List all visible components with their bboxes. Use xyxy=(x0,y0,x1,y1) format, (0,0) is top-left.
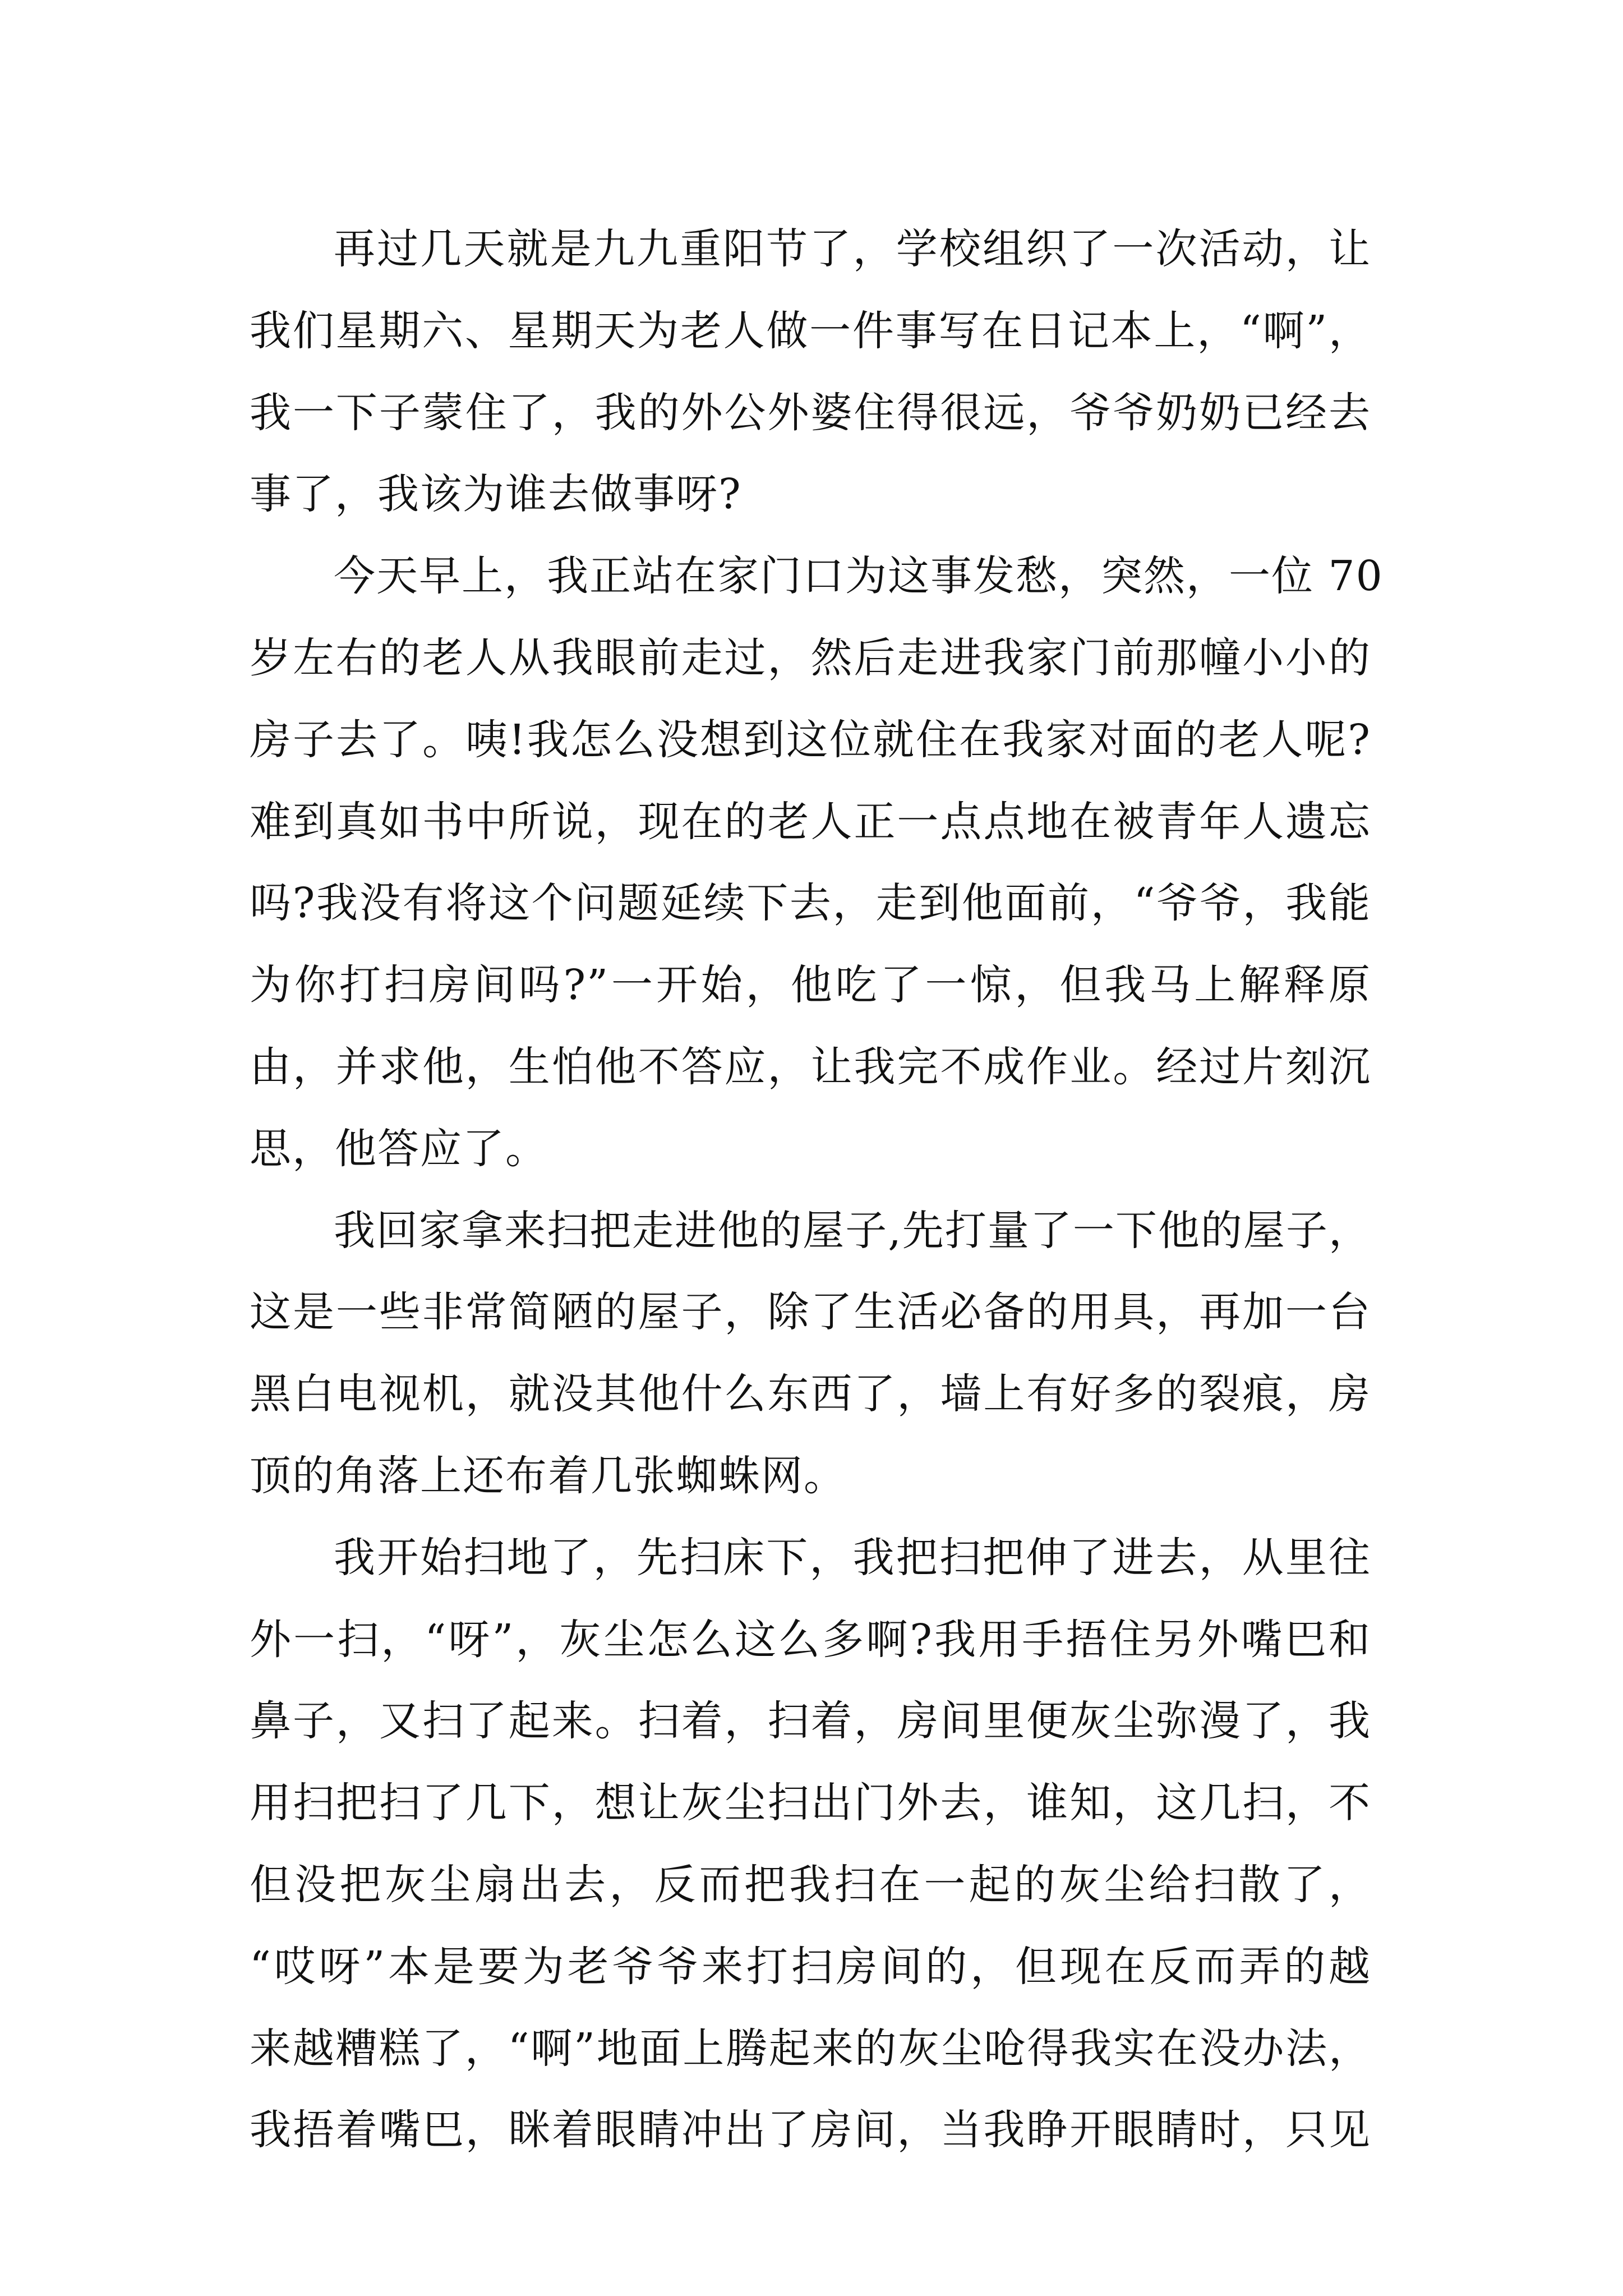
paragraph-2-line-4: 难到真如书中所说，现在的老人正一点点地在被青年人遗忘 xyxy=(250,797,1371,846)
paragraph-2-line-1: 今天早上，我正站在家门口为这事发愁，突然，一位 70 xyxy=(334,552,1384,601)
paragraph-2-line-3: 房子去了。咦!我怎么没想到这位就住在我家对面的老人呢? xyxy=(250,715,1371,764)
essay-body xyxy=(250,209,1384,2171)
paragraph-4-line-1: 我开始扫地了，先扫床下，我把扫把伸了进去，从里往 xyxy=(334,1533,1371,1582)
paragraph-4-line-7: 来越糟糕了，“啊”地面上腾起来的灰尘呛得我实在没办法， xyxy=(250,2024,1371,2073)
paragraph-4-line-6: “哎呀”本是要为老爷爷来打扫房间的，但现在反而弄的越 xyxy=(250,1942,1371,1991)
paragraph-4-line-2: 外一扫，“呀”，灰尘怎么这么多啊?我用手捂住另外嘴巴和 xyxy=(250,1615,1371,1664)
paragraph-2-line-8: 思，他答应了。 xyxy=(250,1124,548,1173)
paragraph-1-line-3: 我一下子蒙住了，我的外公外婆住得很远，爷爷奶奶已经去 xyxy=(250,388,1371,437)
paragraph-1-line-2: 我们星期六、星期天为老人做一件事写在日记本上，“啊”， xyxy=(250,306,1371,355)
paragraph-2-line-5: 吗?我没有将这个问题延续下去，走到他面前，“爷爷，我能 xyxy=(250,879,1371,928)
paragraph-2-line-2: 岁左右的老人从我眼前走过，然后走进我家门前那幢小小的 xyxy=(250,633,1371,682)
paragraph-2-line-6: 为你打扫房间吗?”一开始，他吃了一惊，但我马上解释原 xyxy=(250,961,1371,1010)
paragraph-4-line-8: 我捂着嘴巴，眯着眼睛冲出了房间，当我睁开眼睛时，只见 xyxy=(250,2106,1371,2155)
paragraph-4-line-3: 鼻子，又扫了起来。扫着，扫着，房间里便灰尘弥漫了，我 xyxy=(250,1697,1371,1746)
paragraph-3-line-3: 黑白电视机，就没其他什么东西了，墙上有好多的裂痕，房 xyxy=(250,1370,1371,1419)
paragraph-3-line-1: 我回家拿来扫把走进他的屋子,先打量了一下他的屋子， xyxy=(334,1206,1371,1255)
paragraph-1-line-4: 事了，我该为谁去做事呀? xyxy=(250,470,742,519)
paragraph-3-line-4: 顶的角落上还布着几张蜘蛛网。 xyxy=(250,1451,846,1500)
paragraph-4-line-4: 用扫把扫了几下，想让灰尘扫出门外去，谁知，这几扫，不 xyxy=(250,1779,1371,1828)
paragraph-3-line-2: 这是一些非常简陋的屋子，除了生活必备的用具，再加一台 xyxy=(250,1288,1371,1337)
paragraph-1-line-1: 再过几天就是九九重阳节了，学校组织了一次活动，让 xyxy=(334,225,1371,273)
paragraph-4-line-5: 但没把灰尘扇出去，反而把我扫在一起的灰尘给扫散了， xyxy=(250,1860,1371,1909)
paragraph-2-line-7: 由，并求他，生怕他不答应，让我完不成作业。经过片刻沉 xyxy=(250,1042,1371,1091)
